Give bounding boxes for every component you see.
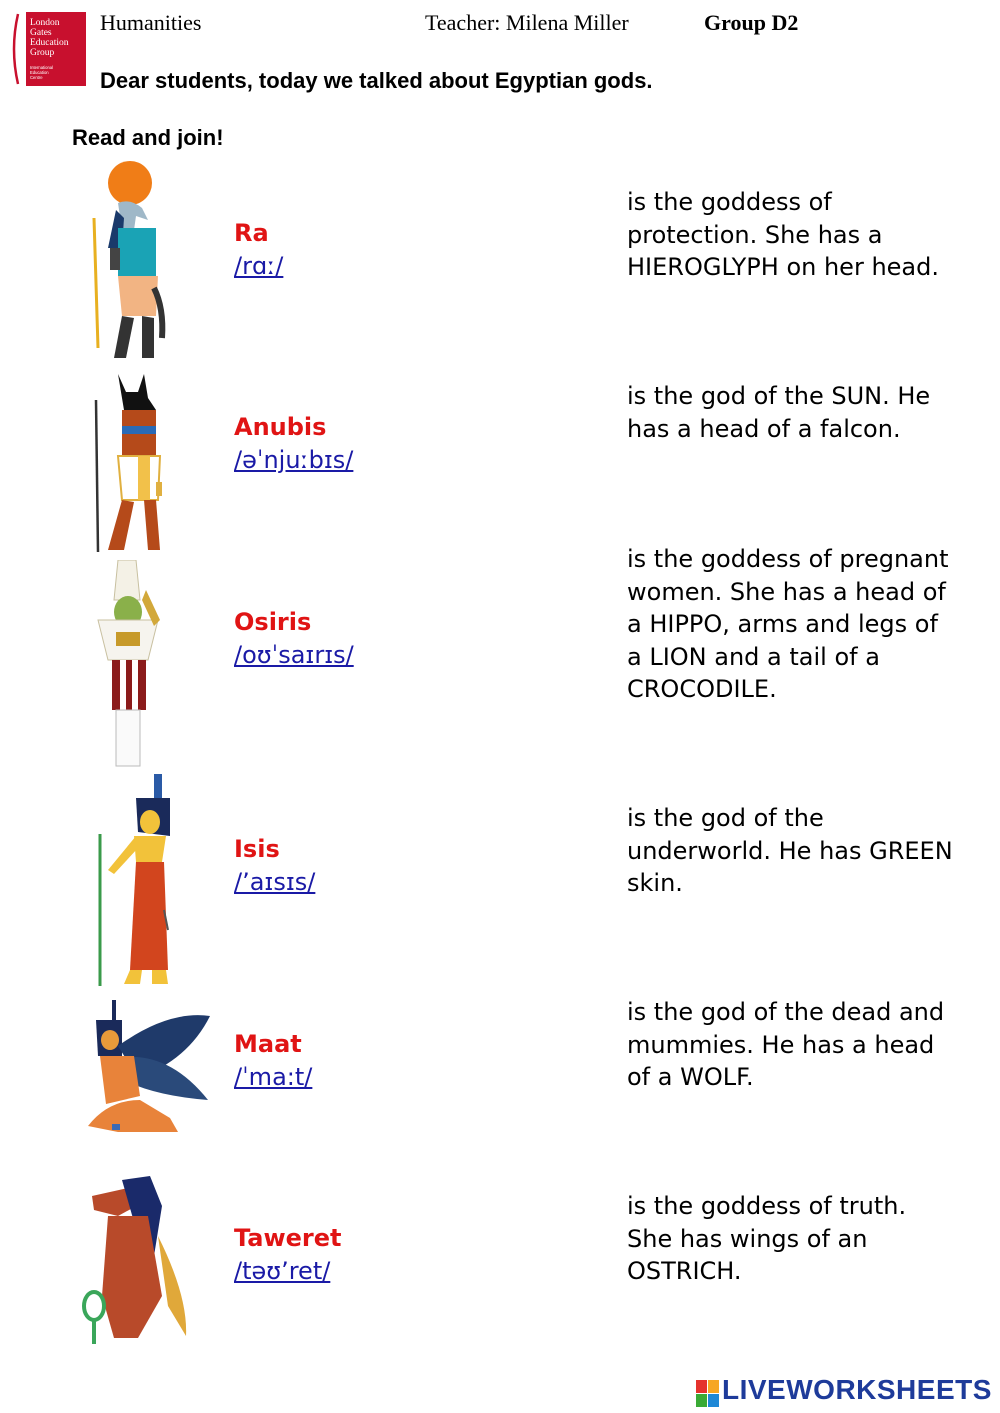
subject-label: Humanities <box>100 10 202 35</box>
intro-text: Dear students, today we talked about Egyptian gods. <box>100 68 653 93</box>
maat-figure-icon <box>78 1000 218 1142</box>
god-ipa-taweret[interactable]: /təʊʼret/ <box>234 1257 331 1285</box>
svg-text:London: London <box>30 18 60 28</box>
instruction-text: Read and join! <box>72 125 224 150</box>
anubis-figure-icon <box>78 370 218 556</box>
group-label: Group D2 <box>704 10 799 35</box>
liveworksheets-brand: LIVEWORKSHEETS <box>722 1374 992 1405</box>
god-name-ra: Ra <box>234 219 269 247</box>
god-ipa-ra[interactable]: /rɑː/ <box>234 252 284 280</box>
description-6[interactable]: is the goddess of truth. She has wings of an OSTRICH. <box>627 1192 907 1285</box>
god-name-anubis: Anubis <box>234 413 327 441</box>
description-4[interactable]: is the god of the underworld. He has GREEN skin. <box>627 804 953 897</box>
svg-text:International: International <box>30 65 54 70</box>
description-2[interactable]: is the god of the SUN. He has a head of a falcon. <box>627 382 931 443</box>
osiris-figure-icon <box>78 560 218 770</box>
svg-text:Education: Education <box>30 38 69 48</box>
god-name-maat: Maat <box>234 1030 302 1058</box>
description-5[interactable]: is the god of the dead and mummies. He has a head of a WOLF. <box>627 998 945 1091</box>
svg-text:Gates: Gates <box>30 28 52 38</box>
god-ipa-maat[interactable]: /ˈma:t/ <box>234 1063 313 1091</box>
svg-text:Education: Education <box>30 70 49 75</box>
description-1[interactable]: is the goddess of protection. She has a HIEROGLYPH on her head. <box>627 188 939 281</box>
description-3[interactable]: is the goddess of pregnant women. She has a head of a HIPPO, arms and legs of a LION and a tail of a CROCODILE. <box>627 545 949 703</box>
school-logo <box>12 12 86 86</box>
god-ipa-osiris[interactable]: /oʊˈsaɪrɪs/ <box>234 641 354 669</box>
svg-text:Group: Group <box>30 48 55 58</box>
taweret-figure-icon <box>78 1176 218 1346</box>
god-name-taweret: Taweret <box>234 1224 342 1252</box>
god-ipa-isis[interactable]: /ʼaɪsɪs/ <box>234 868 316 896</box>
god-name-isis: Isis <box>234 835 280 863</box>
ra-figure-icon <box>78 158 218 363</box>
teacher-label: Teacher: Milena Miller <box>425 10 629 35</box>
god-ipa-anubis[interactable]: /əˈnjuːbɪs/ <box>234 446 354 474</box>
liveworksheets-logo-icon <box>696 1378 720 1410</box>
god-name-osiris: Osiris <box>234 608 312 636</box>
svg-text:Centre: Centre <box>30 75 43 80</box>
isis-figure-icon <box>78 770 218 992</box>
